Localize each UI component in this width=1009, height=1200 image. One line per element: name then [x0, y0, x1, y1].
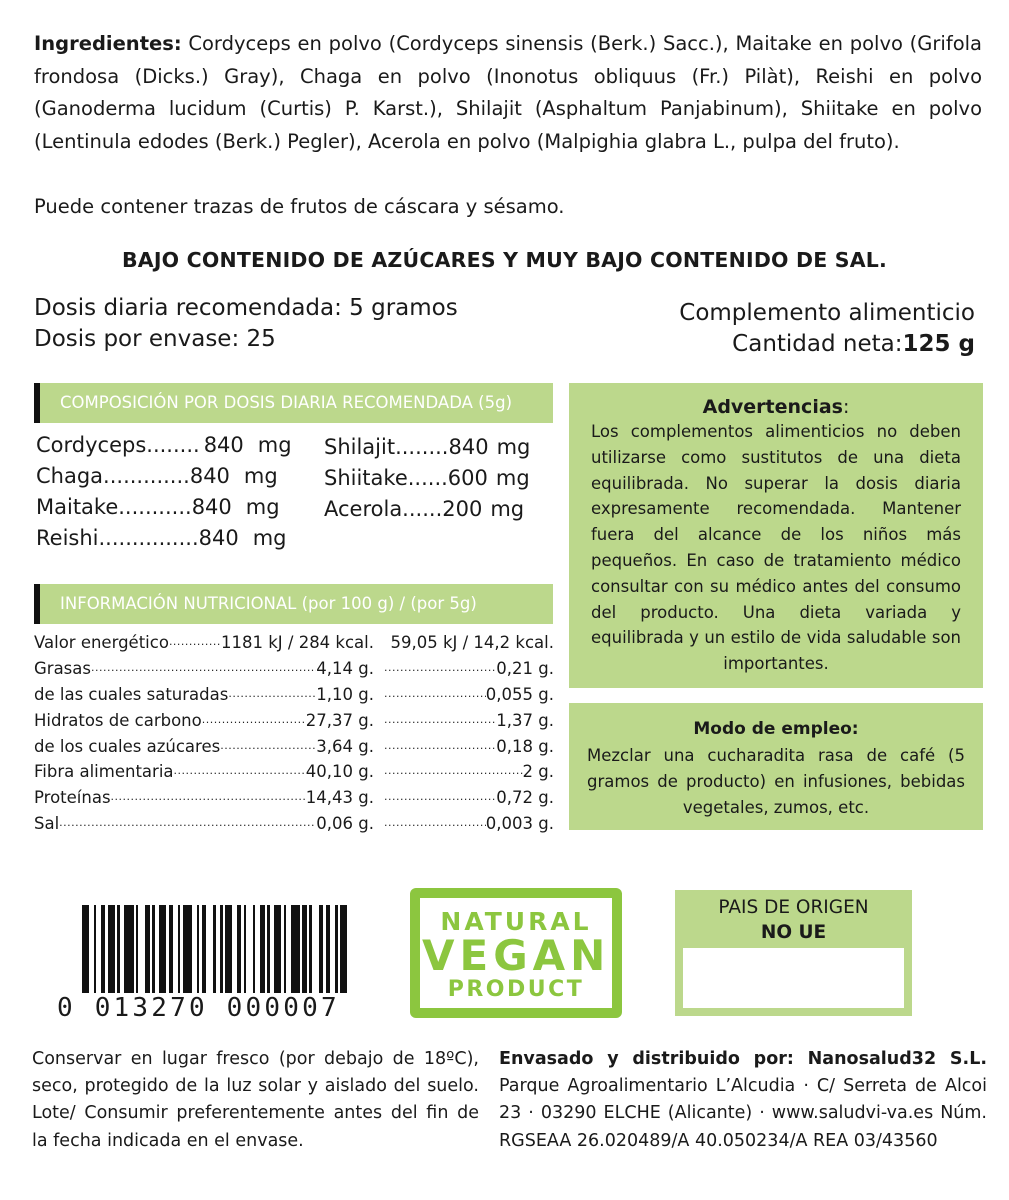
nutrition-table	[34, 630, 554, 836]
per5-value: 0,72 g.	[496, 788, 554, 808]
composition-row	[36, 461, 292, 492]
composition-row	[324, 432, 530, 463]
per5-value: 2 g.	[522, 762, 554, 782]
composition-header: COMPOSICIÓN POR DOSIS DIARIA RECOMENDADA (5g)	[34, 383, 553, 423]
composition-unit: mg	[490, 497, 525, 521]
net-quantity	[679, 329, 975, 360]
vegan-badge-line1: NATURAL	[440, 907, 592, 936]
per100-value: 1181 kJ / 284 kcal.	[220, 633, 374, 653]
nutrient-label: de las cuales saturadas	[34, 684, 229, 704]
composition-value: 600	[447, 466, 488, 490]
composition-unit: mg	[495, 466, 530, 490]
doses-per-pack: Dosis por envase: 25	[34, 326, 276, 352]
composition-value: 200	[442, 497, 483, 521]
usage-text: Mezclar una cucharadita rasa de café (5 gramos de producto) en infusiones, bebidas vegetales, zumos, etc.	[587, 746, 965, 817]
warnings-text: Los complementos alimenticios no deben utilizarse como sustitutos de una dieta equilibrada. No superar la dosis diaria expresamente recomendada. Mantener fuera del alcance de los niños más pequeños. En caso de tratamiento médico consultar con su médico antes del consumo del producto. Una dieta variada y equilibrada y un estilo de vida saludable son importantes.	[591, 422, 961, 674]
composition-right-column	[324, 432, 530, 525]
per100-value: 3,64 g.	[316, 736, 374, 756]
vegan-badge	[410, 888, 622, 1018]
composition-unit: mg	[496, 435, 531, 459]
barcode	[57, 905, 357, 1023]
nutrient-label: Grasas	[34, 659, 91, 679]
vegan-badge-inner	[420, 898, 612, 1008]
per5-value: 0,18 g.	[496, 736, 554, 756]
product-info	[679, 298, 975, 360]
vegan-badge-line2: VEGAN	[422, 931, 611, 980]
per5-value: 1,37 g.	[496, 710, 554, 730]
daily-dose: Dosis diaria recomendada: 5 gramos	[34, 295, 458, 321]
storage-text: Conservar en lugar fresco (por debajo de 18ºC), seco, protegido de la luz solar y aislado del suelo. Lote/ Consumir preferentemente antes del fin de la fecha indicada en el envase.	[32, 1049, 479, 1151]
composition-unit: mg	[245, 495, 280, 519]
ingredients-block	[34, 28, 982, 158]
table-row	[34, 656, 554, 682]
dose-info	[34, 293, 458, 355]
nutrient-label: Sal	[34, 813, 60, 833]
ingredients-label: Ingredientes:	[34, 32, 182, 55]
composition-value: 840	[448, 435, 489, 459]
nutrient-label: Valor energético	[34, 633, 169, 653]
composition-name: Maitake...........	[36, 495, 192, 519]
origin-box	[675, 890, 912, 1016]
distributor-text: Parque Agroalimentario L’Alcudia · C/ Serreta de Alcoi 23 · 03290 ELCHE (Alicante) · www.saludvi-va.es Núm. RGSEAA 26.020489/A 40.050234/A REA 03/43560	[499, 1076, 987, 1151]
composition-value: 840	[191, 495, 232, 519]
composition-unit: mg	[252, 526, 287, 550]
nutrient-label: Hidratos de carbono	[34, 710, 202, 730]
per100-value: 4,14 g.	[316, 659, 374, 679]
composition-unit: mg	[257, 433, 292, 457]
table-row	[34, 811, 554, 837]
composition-left-column	[36, 430, 292, 554]
per100-value: 1,10 g.	[316, 684, 374, 704]
nutrition-header: INFORMACIÓN NUTRICIONAL (por 100 g) / (por 5g)	[34, 584, 553, 624]
composition-row	[324, 463, 530, 494]
composition-value: 840	[203, 433, 244, 457]
per100-value: 0,06 g.	[316, 813, 374, 833]
composition-name: Cordyceps........	[36, 433, 200, 457]
warnings-title: Advertencias	[702, 396, 843, 418]
per5-value: 0,21 g.	[496, 659, 554, 679]
nutrient-label: Fibra alimentaria	[34, 762, 174, 782]
table-row	[34, 707, 554, 733]
table-row	[34, 682, 554, 708]
composition-row	[36, 523, 292, 554]
composition-value: 840	[189, 464, 230, 488]
net-quantity-label: Cantidad neta:	[732, 331, 903, 357]
origin-value: NO UE	[760, 922, 827, 943]
warnings-title-line	[591, 395, 961, 419]
table-row	[34, 785, 554, 811]
origin-title: PAIS DE ORIGEN	[718, 897, 869, 918]
composition-name: Reishi...............	[36, 526, 199, 550]
nutrition-claim: BAJO CONTENIDO DE AZÚCARES Y MUY BAJO CONTENIDO DE SAL.	[121, 248, 888, 272]
barcode-bars	[82, 905, 352, 993]
usage-box	[569, 703, 983, 830]
per5-value: 0,003 g.	[485, 813, 554, 833]
per100-value: 27,37 g.	[305, 710, 374, 730]
distributor-label: Envasado y distribuido por: Nanosalud32 S.L.	[499, 1049, 987, 1069]
traces-text: Puede contener trazas de frutos de cáscara y sésamo.	[34, 195, 565, 218]
composition-unit: mg	[243, 464, 278, 488]
composition-value: 840	[198, 526, 239, 550]
warnings-title-suffix: :	[842, 396, 850, 418]
per100-value: 40,10 g.	[305, 762, 374, 782]
warnings-box	[569, 383, 983, 688]
per5-value: 59,05 kJ / 14,2 kcal.	[390, 633, 554, 653]
per100-value: 14,43 g.	[305, 788, 374, 808]
barcode-number: 0 013270 000007	[57, 993, 340, 1023]
composition-name: Chaga.............	[36, 464, 190, 488]
nutrient-label: de los cuales azúcares	[34, 736, 221, 756]
table-row	[34, 733, 554, 759]
product-type: Complemento alimenticio	[679, 300, 975, 326]
composition-name: Shiitake......	[324, 466, 448, 490]
composition-row	[36, 430, 292, 461]
table-row	[34, 759, 554, 785]
distributor-block	[499, 1046, 987, 1155]
composition-name: Acerola......	[324, 497, 443, 521]
table-row	[34, 630, 554, 656]
composition-row	[324, 494, 530, 525]
ingredients-text: Cordyceps en polvo (Cordyceps sinensis (Berk.) Sacc.), Maitake en polvo (Grifola frondosa (Dicks.) Gray), Chaga en polvo (Inonotus obliquus (Fr.) Pilàt), Reishi en polvo (Ganoderma lucidum (Curtis) P. Karst.), Shilajit (Asphaltum Panjabinum), Shiitake en polvo (Lentinula edodes (Berk.) Pegler), Acerola en polvo (Malpighia glabra L., pulpa del fruto).	[34, 32, 982, 153]
per5-value: 0,055 g.	[485, 684, 554, 704]
nutrient-label: Proteínas	[34, 788, 111, 808]
vegan-badge-line3: PRODUCT	[447, 977, 585, 1002]
composition-name: Shilajit........	[324, 435, 449, 459]
composition-row	[36, 492, 292, 523]
origin-blank-field	[683, 948, 904, 1008]
net-quantity-value: 125 g	[902, 331, 975, 357]
usage-title: Modo de empleo:	[693, 719, 859, 739]
